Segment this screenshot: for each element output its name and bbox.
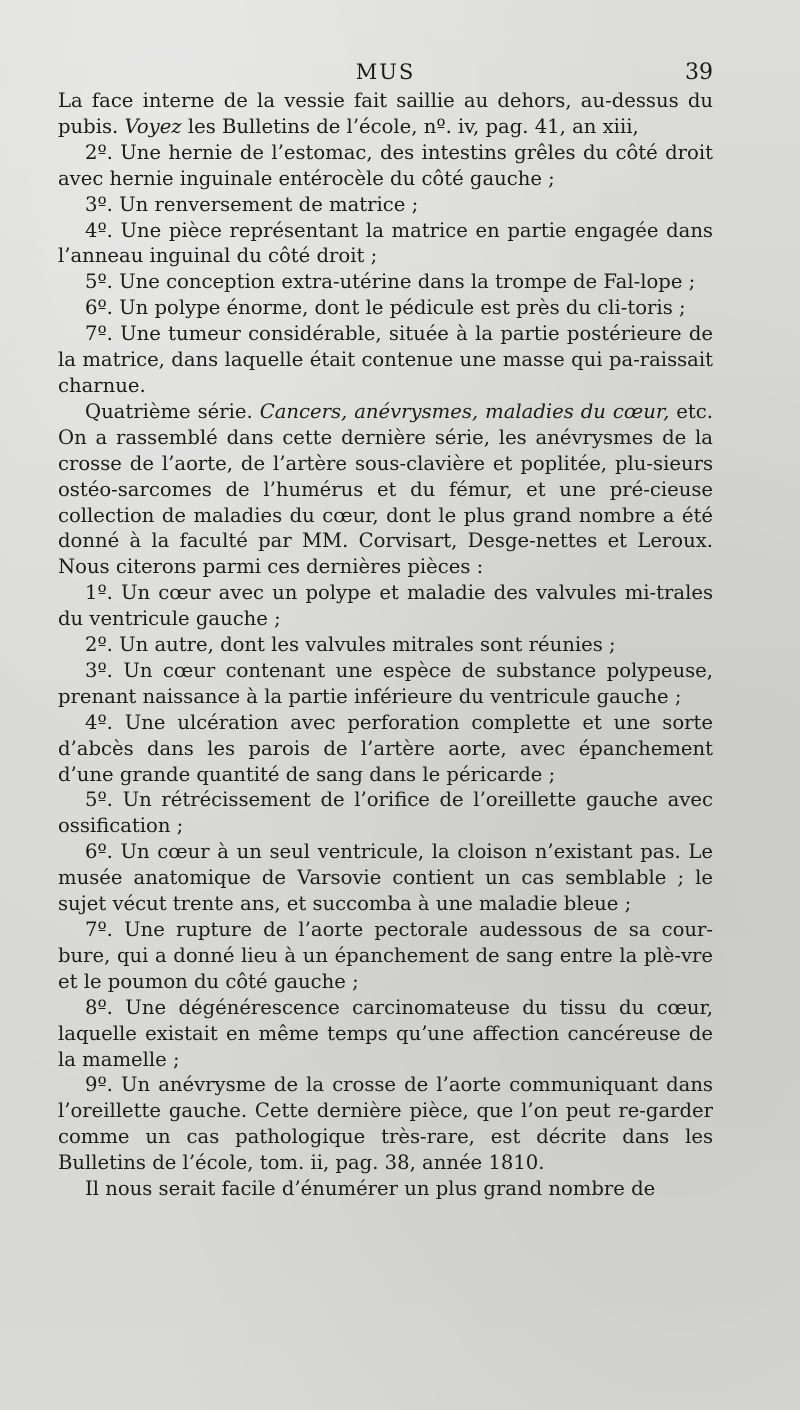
text-run: 2º. Une hernie de l’estomac, des intestins grêles du côté droit avec hernie inguinale entérocèle du côté gauche ; <box>58 140 713 190</box>
paragraph <box>58 632 713 658</box>
paragraph <box>58 1072 713 1176</box>
italic-text: Voyez <box>124 114 182 138</box>
italic-text: Cancers, anévrysmes, maladies du cœur, <box>259 399 670 423</box>
running-head: MUS <box>355 60 416 84</box>
paragraph <box>58 140 713 192</box>
paragraph <box>58 787 713 839</box>
text-run: 5º. Un rétrécissement de l’orifice de l’oreillette gauche avec ossification ; <box>58 788 713 838</box>
text-run: 3º. Un cœur contenant une espèce de substance polypeuse, prenant naissance à la partie inférieure du ventricule gauche ; <box>58 658 713 708</box>
text-run: 3º. Un renversement de matrice ; <box>85 192 419 216</box>
text-run: etc. On a rassemblé dans cette dernière série, les anévrysmes de la crosse de l’aorte, de l’artère sous-clavière et poplitée, plu-sieurs ostéo-sarcomes de l’humérus et du fémur, et une pré-cieuse collection de maladies du cœur, dont le plus grand nombre a été donné à la faculté par MM. Corvisart, Desge-nettes et Leroux. Nous citerons parmi ces dernières pièces : <box>58 399 713 579</box>
paragraph <box>58 710 713 788</box>
text-run: les Bulletins de l’école, nº. iv, pag. 41, an xiii, <box>181 114 639 138</box>
paragraph <box>58 88 713 140</box>
text-run: Il nous serait facile d’énumérer un plus grand nombre de <box>85 1177 656 1201</box>
paragraph <box>58 192 713 218</box>
paragraph <box>58 295 713 321</box>
paragraph <box>58 995 713 1073</box>
text-run: 5º. Une conception extra-utérine dans la trompe de Fal-lope ; <box>85 270 696 294</box>
page-number: 39 <box>685 60 713 85</box>
text-run: 2º. Un autre, dont les valvules mitrales sont réunies ; <box>85 633 616 657</box>
text-run: 6º. Un polype énorme, dont le pédicule est près du cli-toris ; <box>85 296 686 320</box>
paragraph <box>58 658 713 710</box>
text-run: 4º. Une pièce représentant la matrice en partie engagée dans l’anneau inguinal du côté droit ; <box>58 218 713 268</box>
paragraph <box>58 580 713 632</box>
page-header <box>58 60 713 90</box>
text-run: 8º. Une dégénérescence carcinomateuse du tissu du cœur, laquelle existait en même temps qu’une affection cancéreuse de la mamelle ; <box>58 995 713 1071</box>
paragraph <box>58 917 713 995</box>
text-run: 9º. Un anévrysme de la crosse de l’aorte communiquant dans l’oreillette gauche. Cette dernière pièce, que l’on peut re-garder comme un cas pathologique très-rare, est décrite dans les Bulletins de l’école, tom. ii, pag. 38, année 1810. <box>58 1073 713 1175</box>
paragraph <box>58 321 713 399</box>
text-run: La face interne de la vessie fait saillie au dehors, au-dessus du pubis. <box>58 89 713 138</box>
paragraph <box>58 1176 713 1202</box>
body-text <box>58 88 713 1202</box>
text-run: 4º. Une ulcération avec perforation complette et une sorte d’abcès dans les parois de l’artère aorte, avec épanchement d’une grande quantité de sang dans le péricarde ; <box>58 710 713 786</box>
paragraph <box>58 399 713 580</box>
text-run: 6º. Un cœur à un seul ventricule, la cloison n’existant pas. Le musée anatomique de Varsovie contient un cas semblable ; le sujet vécut trente ans, et succomba à une maladie bleue ; <box>58 840 713 916</box>
text-run: 1º. Un cœur avec un polype et maladie des valvules mi-trales du ventricule gauche ; <box>58 581 713 631</box>
text-run: Quatrième série. <box>85 399 260 423</box>
paragraph <box>58 218 713 270</box>
text-run: 7º. Une tumeur considérable, située à la partie postérieure de la matrice, dans laquelle était contenue une masse qui pa-raissait charnue. <box>58 322 713 397</box>
paragraph <box>58 269 713 295</box>
text-run: 7º. Une rupture de l’aorte pectorale audessous de sa cour-bure, qui a donné lieu à un épanchement de sang entre la plè-vre et le poumon du côté gauche ; <box>58 918 713 993</box>
paragraph <box>58 839 713 917</box>
